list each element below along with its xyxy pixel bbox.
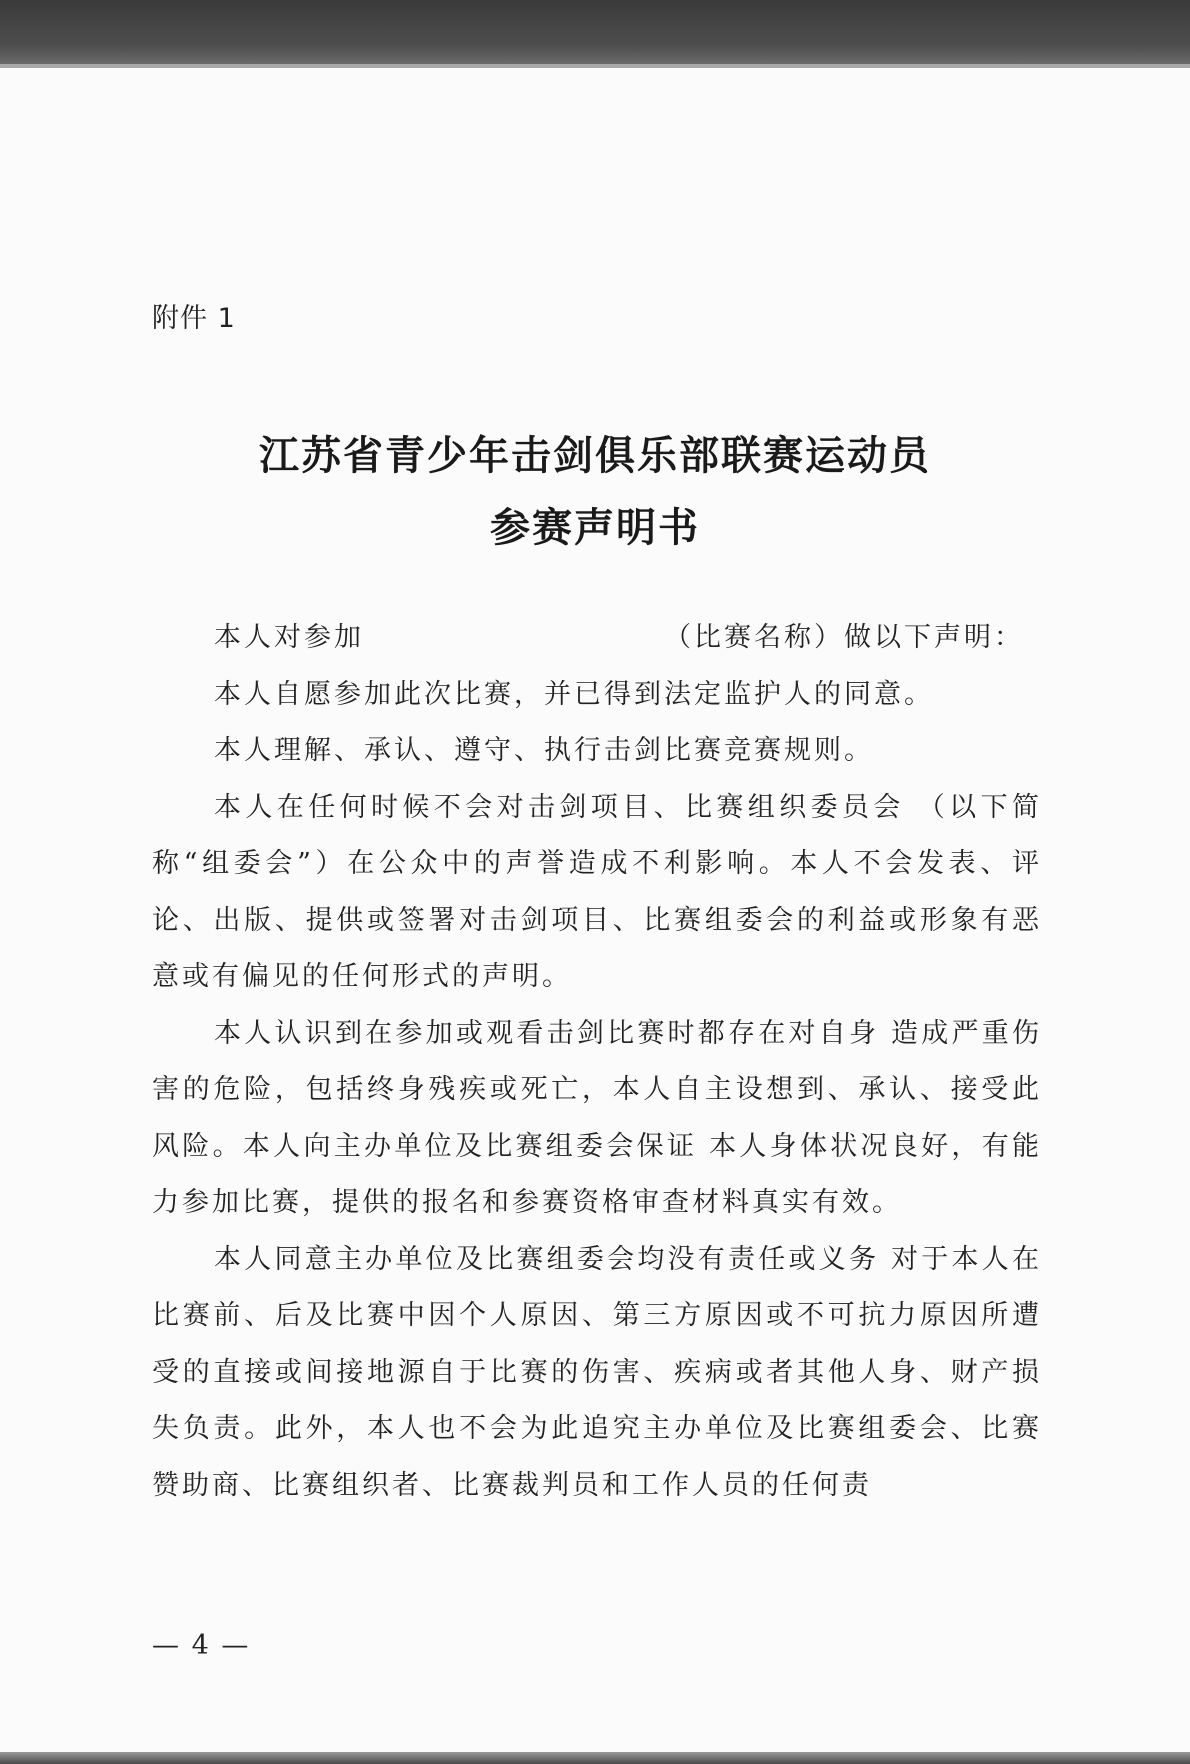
paragraph-liability: 本人同意主办单位及比赛组委会均没有责任或义务 对于本人在比赛前、后及比赛中因个人原因、第三方原因或不可抗力原因所遭受的直接或间接地源自于比赛的伤害、疾病或者其他人身、财产损失负责。此外，本人也不会为此追究主办单位及比赛组委会、比赛赞助商、比赛组织者、比赛裁判员和工作人员的任何责 xyxy=(152,1243,1042,1501)
paragraph-1-suffix: （比赛名称）做以下声明： xyxy=(664,622,1024,653)
document-body xyxy=(152,610,1042,1514)
paragraph-reputation: 本人在任何时候不会对击剑项目、比赛组织委员会 （以下简称“组委会”）在公众中的声誉造成不利影响。本人不会发表、评论、出版、提供或签署对击剑项目、比赛组委会的利益或形象有恶意或有偏见的任何形式的声明。 xyxy=(152,791,1042,992)
paragraph-1-prefix: 本人对参加 xyxy=(214,622,364,653)
scan-top-edge xyxy=(0,64,1190,68)
paragraph-risk: 本人认识到在参加或观看击剑比赛时都存在对自身 造成严重伤害的危险，包括终身残疾或死亡，本人自主设想到、承认、接受此风险。本人向主办单位及比赛组委会保证 本人身体状况良好，有能力参加比赛，提供的报名和参赛资格审查材料真实有效。 xyxy=(152,1017,1042,1218)
paragraph-voluntary: 本人自愿参加此次比赛，并已得到法定监护人的同意。 xyxy=(214,678,934,710)
attachment-label: 附件 1 xyxy=(152,303,236,334)
page-number: — 4 — xyxy=(152,1630,251,1661)
paragraph-rules: 本人理解、承认、遵守、执行击剑比赛竞赛规则。 xyxy=(214,735,874,766)
document-title-line-2: 参赛声明书 xyxy=(490,504,700,551)
scan-top-border xyxy=(0,0,1190,64)
document-title-line-1: 江苏省青少年击剑俱乐部联赛运动员 xyxy=(259,432,931,479)
scan-bottom-border xyxy=(0,1752,1190,1764)
paragraph-competition-name xyxy=(152,610,1042,667)
